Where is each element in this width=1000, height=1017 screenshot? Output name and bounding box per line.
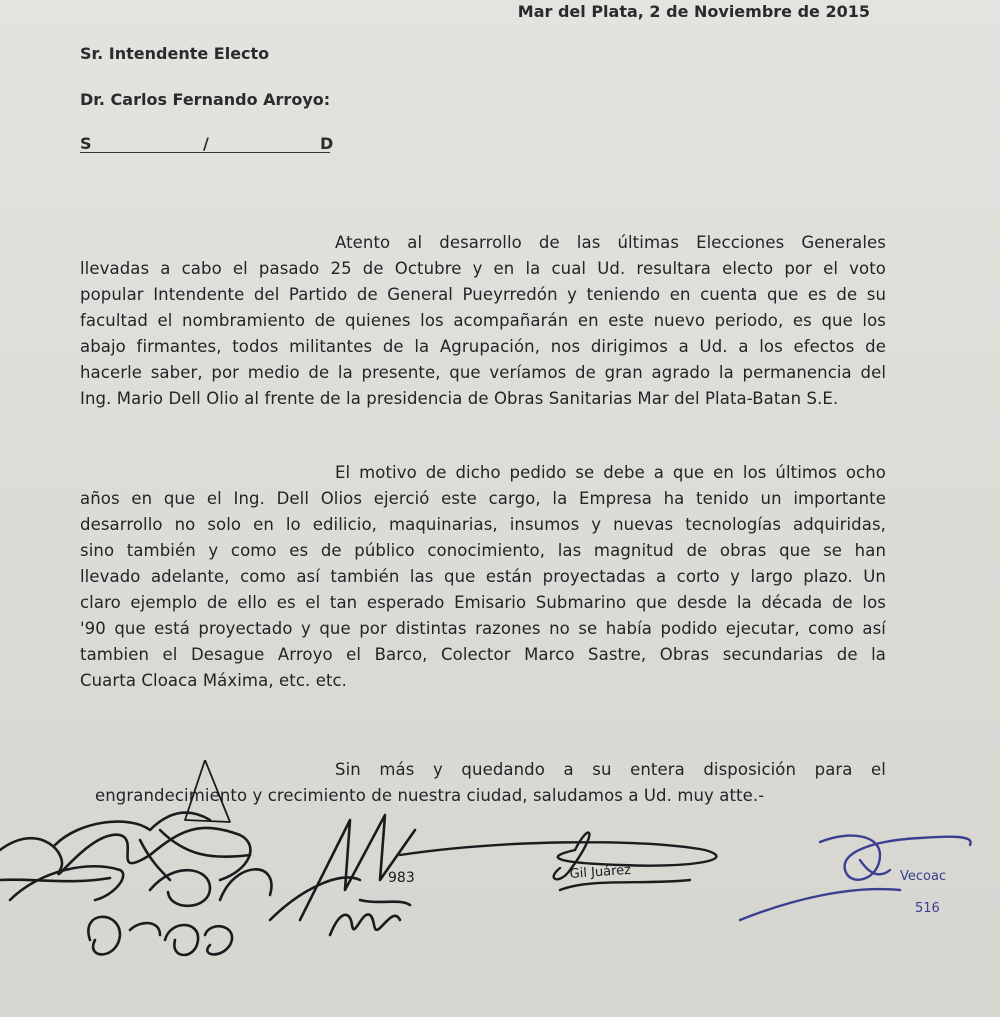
signature-3 bbox=[400, 833, 716, 890]
sd-left: S bbox=[80, 134, 92, 153]
signature-3-label: Gil Juárez bbox=[569, 862, 632, 882]
paragraph-line: sino también y como es de público conocimiento, las magnitud de obras que se han bbox=[80, 541, 886, 560]
paragraph-line: abajo firmantes, todos militantes de la Agrupación, nos dirigimos a Ud. a los efectos de bbox=[80, 337, 886, 356]
paragraph-line: llevadas a cabo el pasado 25 de Octubre y en la cual Ud. resultara electo por el voto bbox=[80, 259, 886, 278]
signature-4-number: 516 bbox=[915, 901, 940, 916]
sd-mid: / bbox=[203, 134, 209, 153]
paragraph-line: desarrollo no solo en lo edilicio, maquinarias, insumos y nuevas tecnologías adquiridas, bbox=[80, 515, 886, 534]
sd-line bbox=[80, 134, 334, 153]
paragraph-line: facultad el nombramiento de quienes los acompañarán en este nuevo periodo, es que los bbox=[80, 311, 886, 330]
paragraph-line: claro ejemplo de ello es el tan esperado Emisario Submarino que desde la década de los bbox=[80, 593, 886, 612]
signature-2-number: 983 bbox=[388, 870, 415, 886]
paragraph-line: Sin más y quedando a su entera disposición para el bbox=[335, 760, 886, 779]
paragraph-line: hacerle saber, por medio de la presente, que veríamos de gran agrado la permanencia del bbox=[80, 363, 886, 382]
signature-4 bbox=[740, 836, 971, 920]
sd-right: D bbox=[320, 134, 334, 153]
paragraph-2 bbox=[80, 460, 886, 694]
recipient-name: Dr. Carlos Fernando Arroyo: bbox=[80, 90, 331, 109]
paragraph-line: '90 que está proyectado y que por distintas razones no se había podido ejecutar, como así bbox=[80, 619, 886, 638]
paragraph-1 bbox=[80, 230, 886, 412]
recipient-title: Sr. Intendente Electo bbox=[80, 44, 270, 63]
paragraph-line: Atento al desarrollo de las últimas Elecciones Generales bbox=[335, 233, 886, 252]
signature-4-label: Vecoac bbox=[900, 869, 947, 884]
paragraph-line: popular Intendente del Partido de General Pueyrredón y teniendo en cuenta que es de su bbox=[80, 285, 886, 304]
paragraph-line: tambien el Desague Arroyo el Barco, Colector Marco Sastre, Obras secundarias de la bbox=[80, 645, 886, 664]
paragraph-line: Cuarta Cloaca Máxima, etc. etc. bbox=[80, 671, 348, 690]
paragraph-line: engrandecimiento y crecimiento de nuestra ciudad, saludamos a Ud. muy atte.- bbox=[95, 786, 765, 805]
signature-2 bbox=[270, 815, 415, 935]
paragraph-line: Ing. Mario Dell Olio al frente de la presidencia de Obras Sanitarias Mar del Plata-Batan S.E. bbox=[80, 389, 839, 408]
signatures-block bbox=[0, 760, 1000, 1017]
paragraph-line: El motivo de dicho pedido se debe a que en los últimos ocho bbox=[335, 463, 886, 482]
paragraph-line: llevado adelante, como así también las que están proyectadas a corto y largo plazo. Un bbox=[80, 567, 886, 586]
letter-date: Mar del Plata, 2 de Noviembre de 2015 bbox=[517, 2, 870, 21]
paragraph-line: años en que el Ing. Dell Olios ejerció este cargo, la Empresa ha tenido un importante bbox=[80, 489, 886, 508]
signature-1 bbox=[0, 760, 271, 955]
